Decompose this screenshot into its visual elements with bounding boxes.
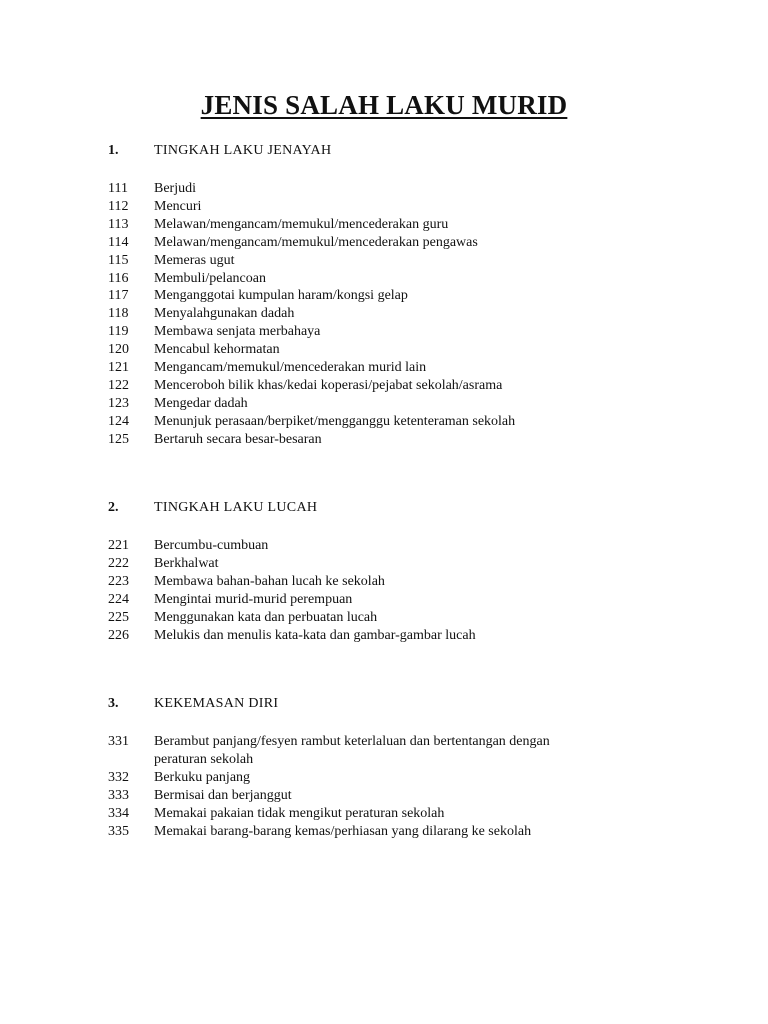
list-item: [108, 395, 728, 413]
item-text: Bertaruh secara besar-besaran: [154, 431, 322, 447]
item-code: 221: [108, 538, 129, 553]
list-item: [108, 216, 728, 234]
item-code: 123: [108, 395, 129, 411]
list-item: [108, 341, 728, 359]
item-text: Memakai pakaian tidak mengikut peraturan sekolah: [154, 805, 445, 821]
item-code: 331: [108, 734, 129, 749]
section-title: KEKEMASAN DIRI: [154, 696, 279, 711]
list-item: [108, 823, 728, 841]
item-text: Menggunakan kata dan perbuatan lucah: [154, 609, 378, 625]
item-code: 112: [108, 198, 129, 214]
list-item: [108, 627, 728, 645]
item-text: Mengancam/memukul/mencederakan murid lain: [154, 360, 427, 376]
item-code: 117: [108, 288, 129, 304]
item-text: Berkuku panjang: [154, 769, 251, 785]
document-title: JENIS SALAH LAKU MURID: [200, 90, 568, 120]
item-code: 334: [108, 805, 129, 821]
item-code: 225: [108, 609, 129, 625]
section-number: 1.: [108, 143, 119, 158]
item-text: Bermisai dan berjanggut: [154, 787, 292, 803]
item-code: 224: [108, 591, 129, 607]
section-heading: [108, 696, 728, 718]
list-item: [108, 359, 728, 377]
item-code: 114: [108, 234, 129, 250]
section-2: [108, 500, 728, 644]
item-list: [108, 180, 728, 449]
item-code: 125: [108, 431, 129, 447]
section-3: [108, 696, 728, 840]
item-code: 124: [108, 413, 129, 429]
list-item: [108, 323, 728, 341]
item-list: [108, 537, 728, 644]
item-text: Berkhalwat: [154, 555, 219, 571]
section-number: 3.: [108, 696, 119, 711]
item-code: 226: [108, 627, 129, 643]
list-item: [108, 787, 728, 805]
section-title: TINGKAH LAKU LUCAH: [154, 500, 318, 515]
item-code: 122: [108, 377, 129, 393]
item-text: Membuli/pelancoan: [154, 270, 266, 286]
list-item: [108, 377, 728, 395]
item-code: 116: [108, 270, 129, 286]
item-text: Memakai barang-barang kemas/perhiasan yang dilarang ke sekolah: [154, 823, 532, 839]
section-number: 2.: [108, 500, 119, 515]
item-text: Berambut panjang/fesyen rambut keterlaluan dan bertentangan dengan peraturan sekolah: [154, 734, 550, 767]
item-text: Melukis dan menulis kata-kata dan gambar-gambar lucah: [154, 627, 476, 643]
list-item: [108, 180, 728, 198]
item-text: Mencuri: [154, 198, 202, 214]
list-item: [108, 805, 728, 823]
item-text: Mengedar dadah: [154, 395, 248, 411]
item-text: Membawa senjata merbahaya: [154, 324, 321, 340]
list-item: [108, 431, 728, 449]
item-code: 223: [108, 573, 129, 589]
item-code: 115: [108, 252, 129, 268]
section-heading: [108, 143, 728, 165]
item-code: 120: [108, 342, 129, 358]
item-text: Berjudi: [154, 181, 196, 196]
section-heading: [108, 500, 728, 522]
list-item: [108, 305, 728, 323]
item-code: 332: [108, 769, 129, 785]
list-item: [108, 733, 728, 769]
item-text: Melawan/mengancam/memukul/mencederakan pengawas: [154, 234, 478, 250]
item-code: 118: [108, 306, 129, 322]
list-item: [108, 573, 728, 591]
list-item: [108, 555, 728, 573]
section-title: TINGKAH LAKU JENAYAH: [154, 143, 332, 158]
item-code: 121: [108, 360, 129, 376]
item-code: 119: [108, 324, 129, 340]
list-item: [108, 252, 728, 270]
list-item: [108, 769, 728, 787]
item-text: Menyalahgunakan dadah: [154, 306, 295, 322]
item-code: 335: [108, 823, 129, 839]
item-text: Mencabul kehormatan: [154, 342, 280, 358]
item-text: Melawan/mengancam/memukul/mencederakan guru: [154, 216, 449, 232]
item-text: Menceroboh bilik khas/kedai koperasi/pejabat sekolah/asrama: [154, 377, 503, 393]
item-text: Bercumbu-cumbuan: [154, 538, 269, 553]
item-list: [108, 733, 728, 840]
list-item: [108, 413, 728, 431]
item-code: 113: [108, 216, 129, 232]
item-code: 333: [108, 787, 129, 803]
list-item: [108, 591, 728, 609]
list-item: [108, 609, 728, 627]
list-item: [108, 537, 728, 555]
list-item: [108, 234, 728, 252]
section-1: [108, 143, 728, 449]
item-text: Menunjuk perasaan/berpiket/mengganggu ketenteraman sekolah: [154, 413, 516, 429]
item-text: Memeras ugut: [154, 252, 235, 268]
item-code: 111: [108, 181, 128, 196]
item-text: Menganggotai kumpulan haram/kongsi gelap: [154, 288, 408, 304]
item-code: 222: [108, 555, 129, 571]
list-item: [108, 270, 728, 288]
item-text: Mengintai murid-murid perempuan: [154, 591, 353, 607]
list-item: [108, 198, 728, 216]
list-item: [108, 287, 728, 305]
item-text: Membawa bahan-bahan lucah ke sekolah: [154, 573, 385, 589]
